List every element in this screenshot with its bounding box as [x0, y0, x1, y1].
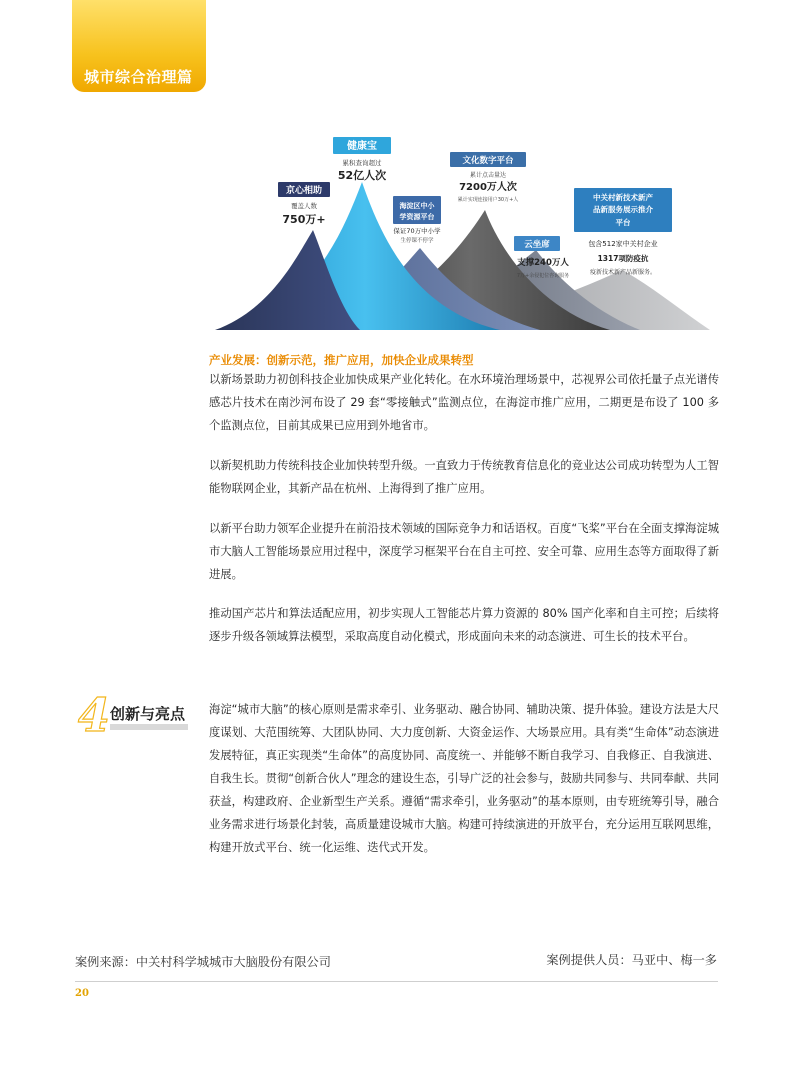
paragraph-1: 以新场景助力初创科技企业加快成果产业化转化。在水环境治理场景中，芯视界公司依托量子点光谱传感芯片技术在南沙河布设了 29 套“零接触式”监测点位，在海淀市推广应用，二期更是布设了 100 多个监测点位，目前其成果已应用到外地省市。: [209, 373, 719, 432]
section-heading: 产业发展：创新示范，推广应用，加快企业成果转型: [209, 353, 474, 367]
svg-text:学资源平台: 学资源平台: [399, 213, 435, 221]
svg-text:海淀区中小: 海淀区中小: [399, 202, 435, 210]
section-4-underline: [110, 724, 188, 730]
svg-text:云坐席: 云坐席: [524, 240, 550, 250]
section-tab: [72, 0, 206, 92]
svg-text:52亿人次: 52亿人次: [337, 169, 387, 182]
svg-text:累计实现连接用户30万+人: 累计实现连接用户30万+人: [457, 197, 519, 203]
label-jingxin: [278, 182, 330, 226]
case-contributors: 案例提供人员：马亚中、梅一多: [546, 953, 717, 967]
svg-text:包含512家中关村企业: 包含512家中关村企业: [588, 240, 658, 248]
svg-text:文化数字平台: 文化数字平台: [462, 156, 514, 166]
footer-divider: [75, 981, 718, 982]
label-culture: [450, 152, 526, 203]
page-number: 20: [75, 988, 89, 999]
svg-text:累积查询超过: 累积查询超过: [342, 159, 382, 167]
paragraph-2: 以新契机助力传统科技企业加快转型升级。一直致力于传统教育信息化的竞业达公司成功转型为人工智能物联网企业，其新产品在杭州、上海得到了推广应用。: [209, 459, 719, 495]
paragraph-3: 以新平台助力领军企业提升在前沿技术领域的国际竞争力和话语权。百度“飞桨”平台在全面支撑海淀城市大脑人工智能场景应用过程中，深度学习框架平台在自主可控、安全可靠、应用生态等方面取得了新进展。: [209, 522, 719, 581]
svg-text:750万+: 750万+: [282, 213, 326, 226]
label-jiankangbao: [333, 137, 391, 182]
svg-text:健康宝: 健康宝: [347, 141, 377, 152]
svg-text:覆盖人数: 覆盖人数: [291, 202, 317, 210]
section-4-body: 海淀“城市大脑”的核心原则是需求牵引、业务驱动、融合协同、辅助决策、提升体验。建设方法是大尺度谋划、大范围统筹、大团队协同、大力度创新、大资金运作、大场景应用。具有类“生命体”动态演进发展特征，真正实现类“生命体”的高度协同、高度统一、并能够不断自我学习、自我修正、自我演进、自我生长。贯彻“创新合伙人”理念的建设生态，引导广泛的社会参与，鼓励共同参与、共同奉献、共同获益，构建政府、企业新型生产关系。遵循“需求牵引，业务驱动”的基本原则，由专班统筹引导，融合业务需求进行场景化封装，高质量建设城市大脑。构建可持续演进的开放平台，充分运用互联网思维，构建开放式平台、统一化运维、迭代式开发。: [209, 703, 719, 854]
section-4-title: 创新与亮点: [110, 705, 186, 723]
mountain-infographic: [210, 130, 720, 335]
label-yunzuoxi: [514, 236, 569, 279]
case-source: 案例来源：中关村科学城城市大脑股份有限公司: [75, 955, 331, 969]
svg-text:支撑240万人: 支撑240万人: [517, 258, 569, 268]
svg-text:1317项防疫抗: 1317项防疫抗: [597, 254, 649, 263]
svg-text:京心相助: 京心相助: [285, 186, 323, 196]
section-tab-title: 城市综合治理篇: [84, 68, 193, 86]
svg-text:生停课不停学: 生停课不停学: [400, 238, 434, 244]
svg-text:保证70万中小学: 保证70万中小学: [393, 227, 441, 235]
label-haidian-school: [393, 196, 441, 244]
svg-text:品新服务展示推介: 品新服务展示推介: [593, 205, 653, 214]
svg-text:7万+余侵犯位咨询服务: 7万+余侵犯位咨询服务: [516, 273, 570, 279]
section-number: 4: [78, 688, 111, 742]
svg-text:中关村新技术新产: 中关村新技术新产: [593, 193, 653, 202]
svg-text:疫新技术新产品新服务。: 疫新技术新产品新服务。: [589, 269, 657, 276]
label-zhongguancun: [574, 188, 672, 276]
svg-text:7200万人次: 7200万人次: [459, 182, 517, 193]
paragraph-4: 推动国产芯片和算法适配应用，初步实现人工智能芯片算力资源的 80% 国产化率和自主可控；后续将逐步升级各领域算法模型，采取高度自动化模式，形成面向未来的动态演进、可生长的技术平台。: [209, 607, 719, 643]
svg-text:累计点击量达: 累计点击量达: [469, 172, 507, 179]
svg-text:平台: 平台: [615, 218, 631, 227]
